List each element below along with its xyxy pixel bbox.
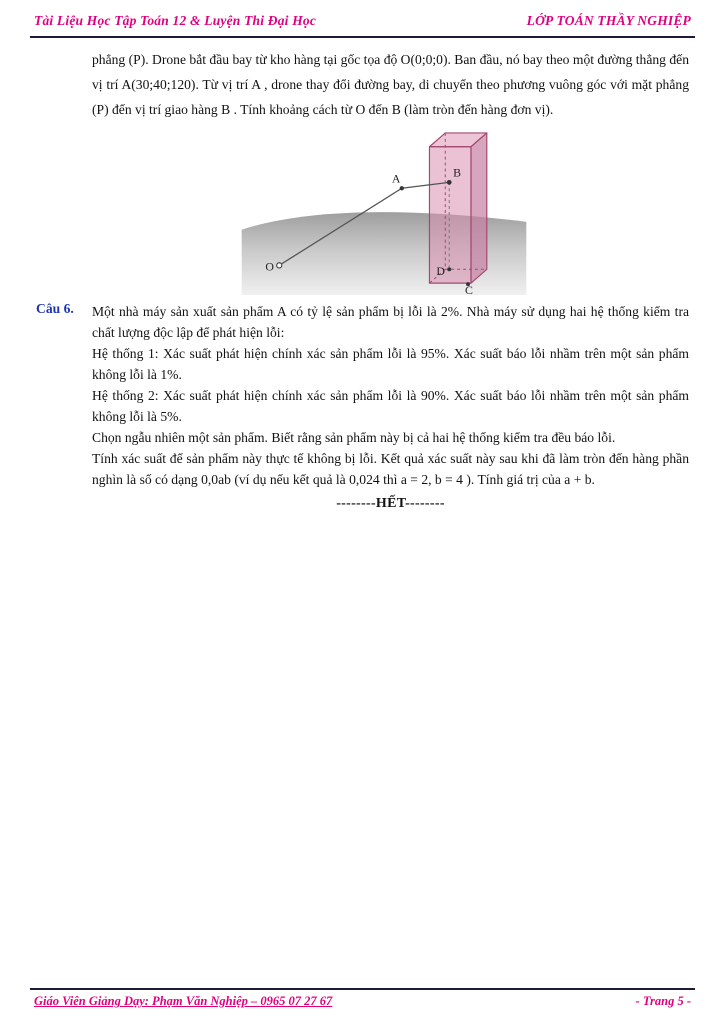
- header-title-right: LỚP TOÁN THẦY NGHIỆP: [526, 13, 691, 28]
- label-b: B: [453, 165, 462, 180]
- question-paragraph: Một nhà máy sản xuất sản phẩm A có tỷ lệ sản phẩm bị lỗi là 2%. Nhà máy sử dụng hai hệ thống kiểm tra chất lượng độc lập để phát hiện lỗi:: [92, 304, 689, 340]
- question-6-label: Câu 6.: [36, 301, 74, 316]
- label-o: O: [265, 259, 274, 274]
- point-o: [277, 263, 282, 268]
- question-6-block: [36, 301, 689, 490]
- question-paragraph: Hệ thống 1: Xác suất phát hiện chính xác sản phẩm lỗi là 95%. Xác suất báo lỗi nhầm trên một sản phẩm không lỗi là 1%.: [92, 346, 689, 382]
- figure-image: [240, 125, 528, 295]
- question5-continuation-paragraph: phẳng (P). Drone bắt đầu bay từ kho hàng tại gốc tọa độ O(0;0;0). Ban đầu, nó bay theo một đường thẳng đến vị trí A(30;40;120). Từ vị trí A , drone thay đổi đường bay, di chuyển theo phương vuông góc với mặt phẳng (P) đến vị trí giao hàng B . Tính khoảng cách từ O đến B (làm tròn đến hàng đơn vị).: [92, 52, 689, 117]
- page-header: [34, 13, 691, 29]
- footer-teacher-info: Giáo Viên Giảng Dạy: Phạm Văn Nghiệp – 0965 07 27 67: [34, 994, 333, 1008]
- drone-box-figure: [240, 125, 528, 295]
- content-column: [36, 47, 689, 512]
- question-paragraph: Chọn ngẫu nhiên một sản phẩm. Biết rằng sản phẩm này bị cả hai hệ thống kiểm tra đều báo lỗi.: [92, 430, 616, 445]
- point-a: [400, 186, 404, 190]
- label-d: D: [436, 264, 445, 279]
- header-rule: [30, 36, 695, 38]
- label-c: C: [465, 283, 473, 295]
- page-footer: [34, 994, 691, 1009]
- label-a: A: [391, 171, 401, 186]
- header-title-left: Tài Liệu Học Tập Toán 12 & Luyện Thi Đại Học: [34, 13, 317, 28]
- footer-rule: [30, 988, 695, 990]
- end-marker: --------HẾT--------: [336, 496, 445, 511]
- question-paragraph: Hệ thống 2: Xác suất phát hiện chính xác sản phẩm lỗi là 90%. Xác suất báo lỗi nhầm trên một sản phẩm không lỗi là 5%.: [92, 388, 689, 424]
- footer-page-number: - Trang 5 -: [635, 994, 691, 1008]
- point-d: [447, 267, 451, 271]
- pink-prism: [429, 133, 486, 283]
- question-paragraph: Tính xác suất để sản phẩm này thực tế không bị lỗi. Kết quả xác suất này sau khi đã làm tròn đến hàng phần nghìn là số có dạng 0,0ab (ví dụ nếu kết quả là 0,024 thì a = 2, b = 4 ). Tính giá trị của a + b.: [92, 451, 689, 487]
- point-b: [447, 180, 452, 185]
